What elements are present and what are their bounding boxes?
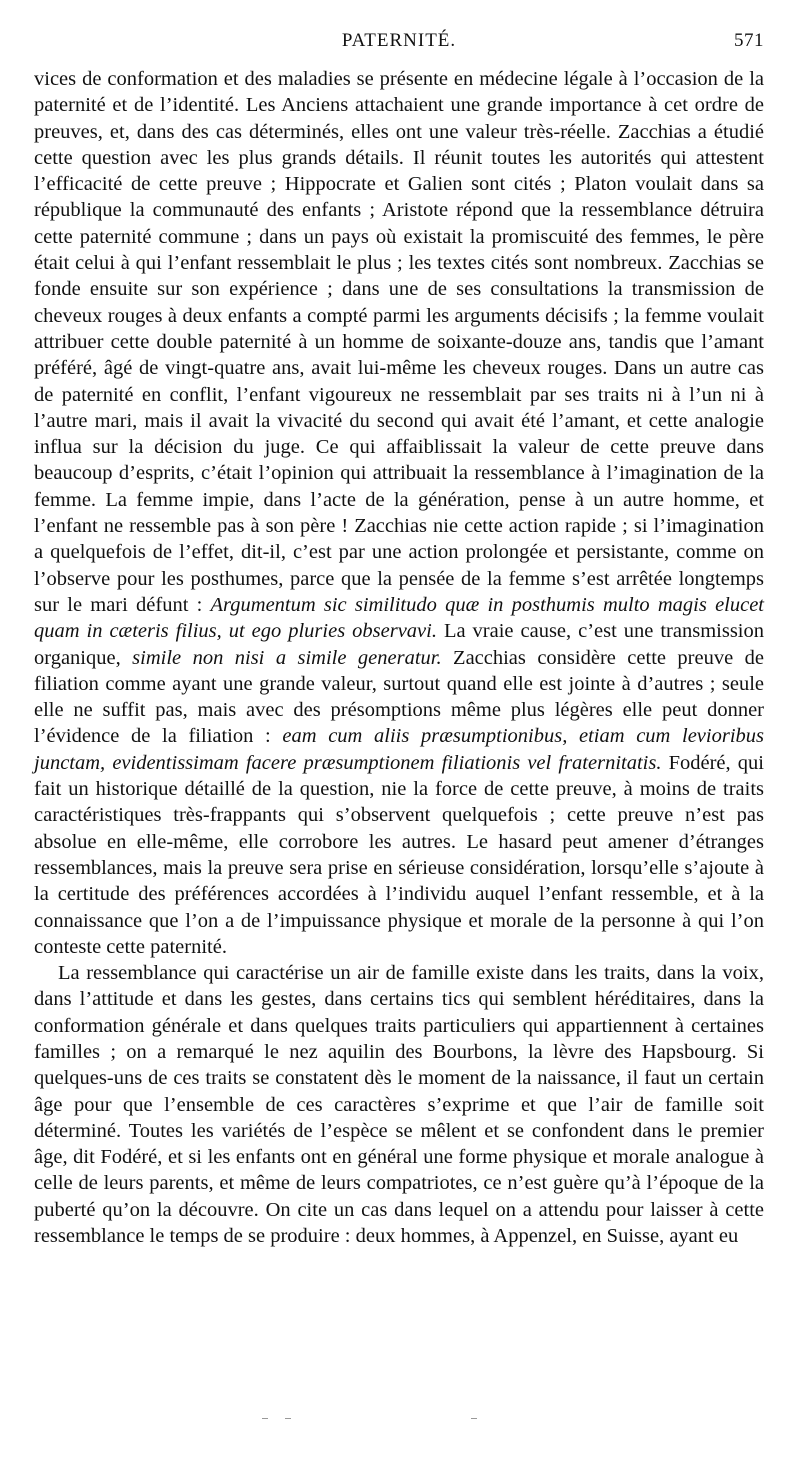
bottom-scan-marks [0,1418,800,1428]
text-run: Fodéré, qui fait un historique détaillé de la question, nie la force de cette preuve, à moins de traits caractéristiques très-frappants qui s’observent quelquefois ; cette preuve n’est pas absolue en elle-même, elle corrobore les autres. Le hasard peut amener d’étranges ressemblances, mais la preuve sera prise en sérieuse considération, lorsqu’elle s’ajoute à la certitude des préférences accordées à l’individu auquel l’enfant ressemble, et à la connaissance que l’on a de l’impuissance physique et morale de la personne à qui l’on conteste cette paternité. [34,751,764,958]
latin-quotation: simile non nisi a simile generatur. [132,646,442,669]
running-header [34,30,764,66]
latin-quotation: eam cum aliis præsumptionibus, etiam cum levioribus junctam, evidentissimam facere præsumptionem filiationis vel fraternitatis. [34,725,765,774]
paragraph [34,960,764,1249]
text-run: La ressemblance qui caractérise un air de famille existe dans les traits, dans la voix, dans l’attitude et dans les gestes, dans certains tics qui semblent héréditaires, dans la conformation générale et dans quelques traits particuliers qui appartiennent à certaines familles ; on a remarqué le nez aquilin des Bourbons, la lèvre des Hapsbourg. Si quelques-uns de ces traits se constatent dès le moment de la naissance, il faut un certain âge pour que l’ensemble de ces caractères s’exprime et que l’air de famille soit déterminé. Toutes les variétés de l’espèce se mêlent et se confondent dans le premier âge, dit Fodéré, et si les enfants ont en général une forme physique et morale analogue à celle de leurs parents, et même de leurs compatriotes, ce n’est guère qu’à l’époque de la puberté qu’on la découvre. On cite un cas dans lequel on a attendu pour laisser à cette ressemblance le temps de se produire : deux hommes, à Appenzel, en Suisse, ayant eu [34,962,764,1248]
text-run: vices de conformation et des maladies se présente en médecine légale à l’occasion de la paternité et de l’identité. Les Anciens attachaient une grande importance à cet ordre de preuves, et, dans des cas déterminés, elles ont une valeur très-réelle. Zacchias a étudié cette question avec les plus grands détails. Il réunit toutes les autorités qui attestent l’efficacité de cette preuve ; Hippocrate et Galien sont cités ; Platon voulait dans sa république la communauté des enfants ; Aristote répond que la ressemblance détruira cette paternité commune ; dans un pays où existait la promiscuité des femmes, le père était celui à qui l’enfant ressemblait le plus ; les textes cités sont nombreux. Zacchias se fonde ensuite sur son expérience ; dans une de ses consultations la transmission de cheveux rouges à deux enfants a compté parmi les arguments décisifs ; la femme voulait attribuer cette double paternité à un homme de soixante-douze ans, tandis que l’amant préféré, âgé de vingt-quatre ans, avait lui-même les cheveux rouges. Dans un autre cas de paternité en conflit, l’enfant vigoureux ne ressemblait par ses traits ni à l’un ni à l’autre mari, mais il avait la vivacité du second qui avait été l’amant, et cette analogie influa sur la décision du juge. Ce qui affaiblissait la valeur de cette preuve dans beaucoup d’esprits, c’était l’opinion qui attribuait la ressemblance à l’imagination de la femme. La femme impie, dans l’acte de la génération, pense à un autre homme, et l’enfant ne ressemble pas à son père ! Zacchias nie cette action rapide ; si l’imagination a quelquefois de l’effet, dit-il, c’est par une action prolongée et persistante, comme on l’observe pour les posthumes, parce que la pensée de la femme s’est arrêtée longtemps sur le mari défunt : [34,68,764,616]
scan-mark [285,1418,291,1419]
document-page [34,30,764,1249]
body-text [34,66,764,1249]
text-run: La vraie cause, c’est une transmission organique, [34,620,764,669]
text-run: Zacchias considère cette preuve de filiation comme ayant une grande valeur, surtout quand elle est jointe à d’autres ; seule elle ne suffit pas, mais avec des présomptions même plus légères elle peut donner l’évidence de la filiation : [34,646,764,748]
scan-mark [471,1418,477,1419]
scan-mark [262,1418,268,1419]
paragraph [34,66,764,960]
page-number: 571 [734,30,764,51]
latin-quotation: Argumentum sic similitudo quæ in posthumis multo magis elucet quam in cæteris filius, ut ego pluries observavi. [34,593,765,643]
running-title: PATERNITÉ. [341,30,457,51]
